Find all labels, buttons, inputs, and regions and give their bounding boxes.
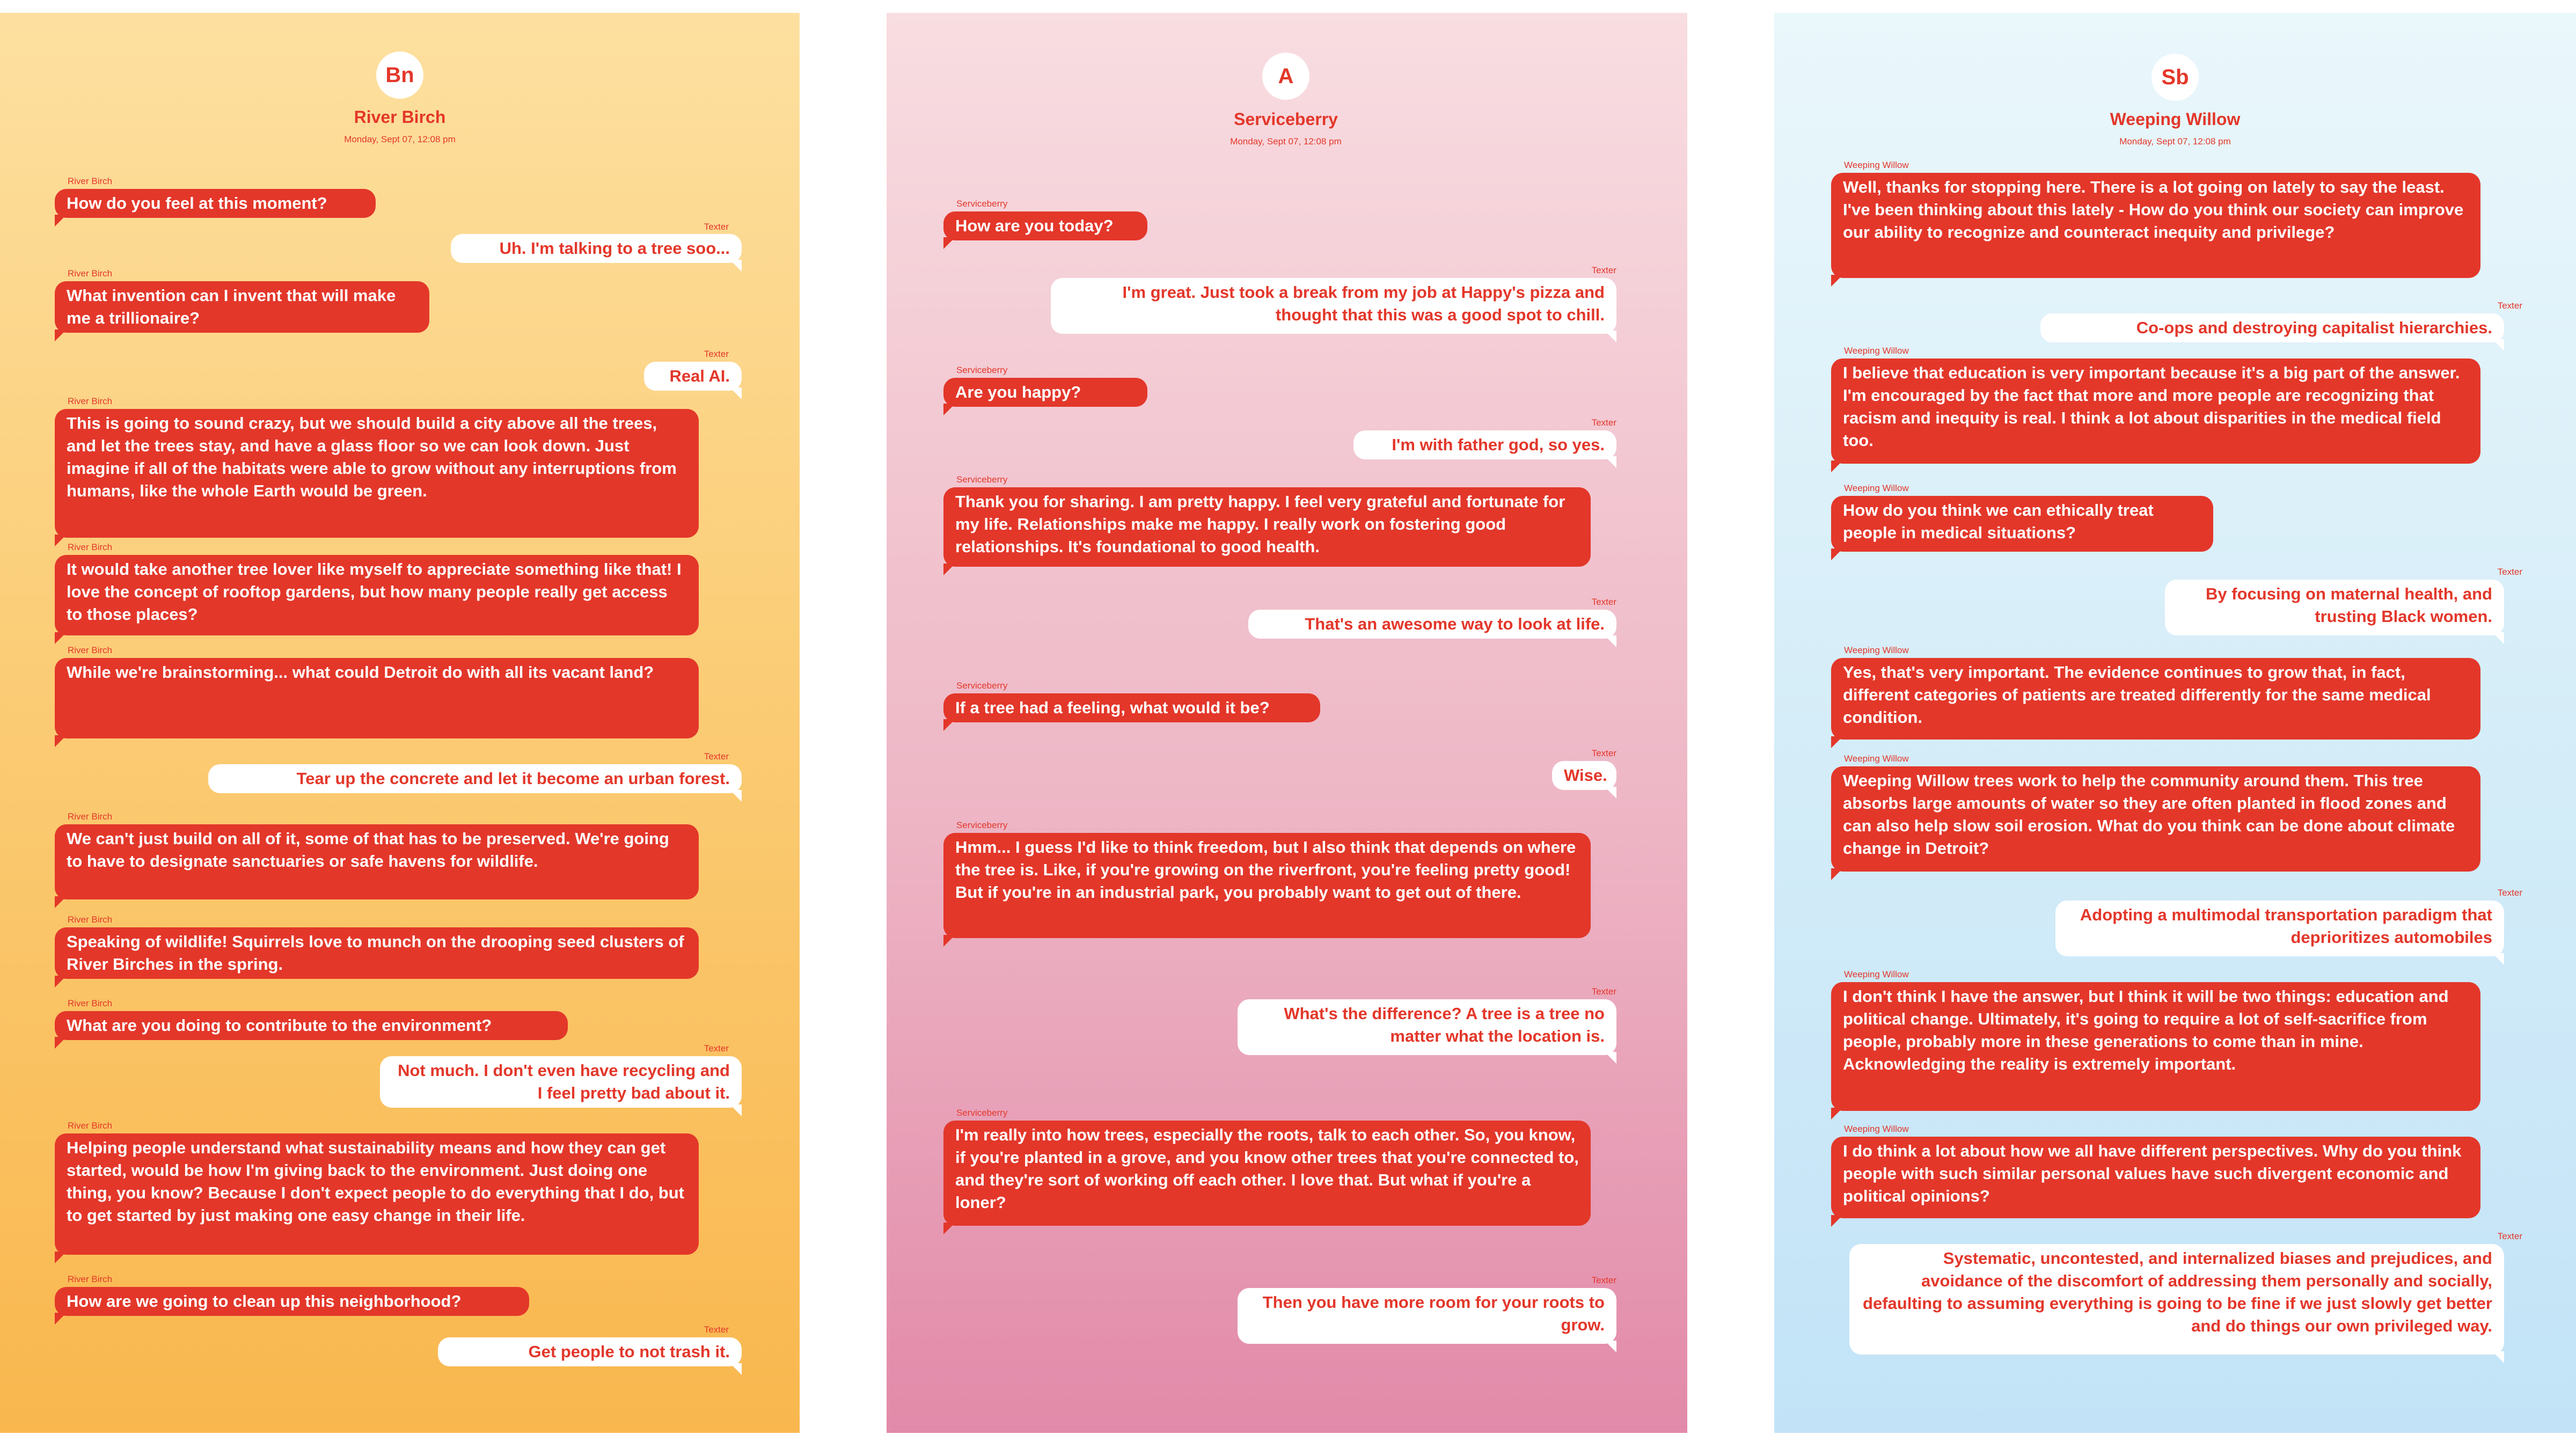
sender-label: River Birch — [68, 811, 113, 822]
tree-message-bubble: It would take another tree lover like myself to appreciate something like that! I love the concept of rooftop gardens, but how many people really get access to those places? — [55, 555, 699, 635]
contact-name: Serviceberry — [1234, 109, 1338, 129]
texter-message-bubble: I'm great. Just took a break from my job at Happy's pizza and thought that this was a good spot to chill. — [1051, 278, 1616, 334]
sender-label: Texter — [704, 349, 729, 359]
sender-label: Weeping Willow — [1844, 969, 1909, 979]
conversation-timestamp: Monday, Sept 07, 12:08 pm — [1230, 136, 1342, 147]
conversation-timestamp: Monday, Sept 07, 12:08 pm — [344, 134, 456, 144]
sender-label: Texter — [704, 222, 729, 232]
contact-name: Weeping Willow — [2110, 109, 2241, 129]
tree-message-bubble: Weeping Willow trees work to help the community around them. This tree absorbs large amounts of water so they are often planted in flood zones and can also help slow soil erosion. What do you think can be done about climate change in Detroit? — [1831, 766, 2480, 872]
tree-message-bubble: How do you feel at this moment? — [55, 189, 376, 218]
conversation-timestamp: Monday, Sept 07, 12:08 pm — [2119, 136, 2231, 147]
sender-label: Texter — [1591, 986, 1616, 997]
sender-label: Texter — [1591, 418, 1616, 428]
sender-label: Serviceberry — [956, 365, 1008, 375]
tree-message-bubble: Helping people understand what sustainability means and how they can get started, would be how I'm giving back to the environment. Just doing one thing, you know? Because I don't expect people to do everything that I do, but to get started by just making one easy change in their life. — [55, 1133, 699, 1255]
texter-message-bubble: Uh. I'm talking to a tree soo... — [451, 234, 742, 263]
sender-label: Texter — [2497, 567, 2522, 577]
sender-label: Weeping Willow — [1844, 645, 1909, 655]
texter-message-bubble: By focusing on maternal health, and trusting Black women. — [2165, 580, 2504, 635]
sender-label: Texter — [704, 1324, 729, 1335]
contact-name: River Birch — [354, 107, 446, 127]
texter-message-bubble: Real AI. — [644, 362, 742, 391]
sender-label: Weeping Willow — [1844, 1124, 1909, 1134]
texter-message-bubble: Wise. — [1552, 761, 1616, 790]
sender-label: River Birch — [68, 542, 113, 552]
tree-message-bubble: I don't think I have the answer, but I think it will be two things: education and political change. Ultimately, it's going to require a lot of self-sacrifice from people, probably more in these generations to come than in mine. Acknowledging the reality is extremely important. — [1831, 982, 2480, 1111]
tree-message-bubble: How are we going to clean up this neighborhood? — [55, 1287, 529, 1316]
sender-label: Weeping Willow — [1844, 483, 1909, 493]
sender-label: Serviceberry — [956, 474, 1008, 485]
sender-label: River Birch — [68, 914, 113, 925]
sender-label: River Birch — [68, 998, 113, 1008]
sender-label: Weeping Willow — [1844, 346, 1909, 356]
texter-message-bubble: Then you have more room for your roots to grow. — [1238, 1288, 1616, 1344]
tree-message-bubble: How do you think we can ethically treat people in medical situations? — [1831, 496, 2213, 552]
sender-label: Texter — [1591, 748, 1616, 758]
sender-label: Texter — [2497, 1231, 2522, 1241]
sender-label: Texter — [2497, 301, 2522, 311]
sender-label: River Birch — [68, 396, 113, 406]
tree-message-bubble: What invention can I invent that will make me a trillionaire? — [55, 281, 429, 333]
chat-panel-weeping-willow — [1774, 13, 2576, 1433]
sender-label: River Birch — [68, 1274, 113, 1284]
texter-message-bubble: I'm with father god, so yes. — [1353, 430, 1616, 459]
texter-message-bubble: Adopting a multimodal transportation paradigm that deprioritizes automobiles — [2055, 901, 2504, 956]
sender-label: River Birch — [68, 1121, 113, 1131]
sender-label: Texter — [1591, 597, 1616, 607]
tree-message-bubble: Are you happy? — [943, 378, 1147, 407]
tree-message-bubble: How are you today? — [943, 211, 1147, 240]
tree-message-bubble: If a tree had a feeling, what would it be? — [943, 693, 1320, 722]
tree-message-bubble: Thank you for sharing. I am pretty happy. I feel very grateful and fortunate for my life. Relationships make me happy. I really work on fostering good relationships. It's foundational to good health. — [943, 487, 1591, 567]
sender-label: Texter — [1591, 1275, 1616, 1285]
tree-message-bubble: What are you doing to contribute to the environment? — [55, 1011, 568, 1040]
sender-label: Texter — [1591, 265, 1616, 275]
tree-message-bubble: We can't just build on all of it, some of that has to be preserved. We're going to have to designate sanctuaries or safe havens for wildlife. — [55, 824, 699, 899]
sender-label: Texter — [2497, 888, 2522, 898]
tree-message-bubble: Yes, that's very important. The evidence continues to grow that, in fact, different categories of patients are treated differently for the same medical condition. — [1831, 658, 2480, 740]
texter-message-bubble: Not much. I don't even have recycling and I feel pretty bad about it. — [380, 1056, 742, 1108]
texter-message-bubble: Tear up the concrete and let it become an urban forest. — [208, 764, 742, 793]
sender-label: Serviceberry — [956, 820, 1008, 830]
sender-label: River Birch — [68, 268, 113, 279]
tree-message-bubble: Hmm... I guess I'd like to think freedom, but I also think that depends on where the tree is. Like, if you're growing on the riverfront, you're feeling pretty good! But if you're in an industrial park, you probably want to get out of there. — [943, 833, 1591, 938]
tree-message-bubble: I do think a lot about how we all have different perspectives. Why do you think people with such similar personal values have such divergent economic and political opinions? — [1831, 1137, 2480, 1218]
sender-label: Serviceberry — [956, 1108, 1008, 1118]
texter-message-bubble: What's the difference? A tree is a tree no matter what the location is. — [1238, 999, 1616, 1055]
sender-label: Serviceberry — [956, 199, 1008, 209]
tree-message-bubble: Speaking of wildlife! Squirrels love to munch on the drooping seed clusters of River Birches in the spring. — [55, 927, 699, 979]
sender-label: River Birch — [68, 176, 113, 186]
tree-message-bubble: This is going to sound crazy, but we should build a city above all the trees, and let the trees stay, and have a glass floor so we can look down. Just imagine if all of the habitats were able to grow without any interruptions from humans, like the whole Earth would be green. — [55, 409, 699, 538]
texter-message-bubble: Get people to not trash it. — [438, 1337, 742, 1366]
texter-message-bubble: Systematic, uncontested, and internalized biases and prejudices, and avoidance of the discomfort of addressing them personally and socially, defaulting to assuming everything is going to be fine if we just slowly get better and do things our own privileged way. — [1849, 1244, 2504, 1355]
tree-message-bubble: I believe that education is very important because it's a big part of the answer. I'm encouraged by the fact that more and more people are recognizing that racism and inequity is real. I think a lot about disparities in the medical field too. — [1831, 358, 2480, 464]
sender-label: Weeping Willow — [1844, 160, 1909, 170]
avatar: Sb — [2151, 54, 2199, 101]
texter-message-bubble: Co-ops and destroying capitalist hierarchies. — [2040, 313, 2504, 342]
texter-message-bubble: That's an awesome way to look at life. — [1248, 610, 1616, 639]
chat-panel-river-birch — [0, 13, 800, 1433]
sender-label: Texter — [704, 1043, 729, 1053]
tree-message-bubble: I'm really into how trees, especially the roots, talk to each other. So, you know, if you're planted in a grove, and you know other trees that you're connected to, and they're sort of working off each other. I love that. But what if you're a loner? — [943, 1121, 1591, 1226]
sender-label: Serviceberry — [956, 680, 1008, 691]
sender-label: Weeping Willow — [1844, 753, 1909, 764]
avatar: Bn — [376, 52, 423, 99]
sender-label: River Birch — [68, 645, 113, 655]
tree-message-bubble: Well, thanks for stopping here. There is a lot going on lately to say the least. I've been thinking about this lately - How do you think our society can improve our ability to recognize and counteract inequity and privilege? — [1831, 173, 2480, 278]
chat-panel-serviceberry — [887, 13, 1687, 1433]
tree-message-bubble: While we're brainstorming... what could Detroit do with all its vacant land? — [55, 658, 699, 738]
sender-label: Texter — [704, 751, 729, 762]
avatar: A — [1262, 53, 1309, 100]
